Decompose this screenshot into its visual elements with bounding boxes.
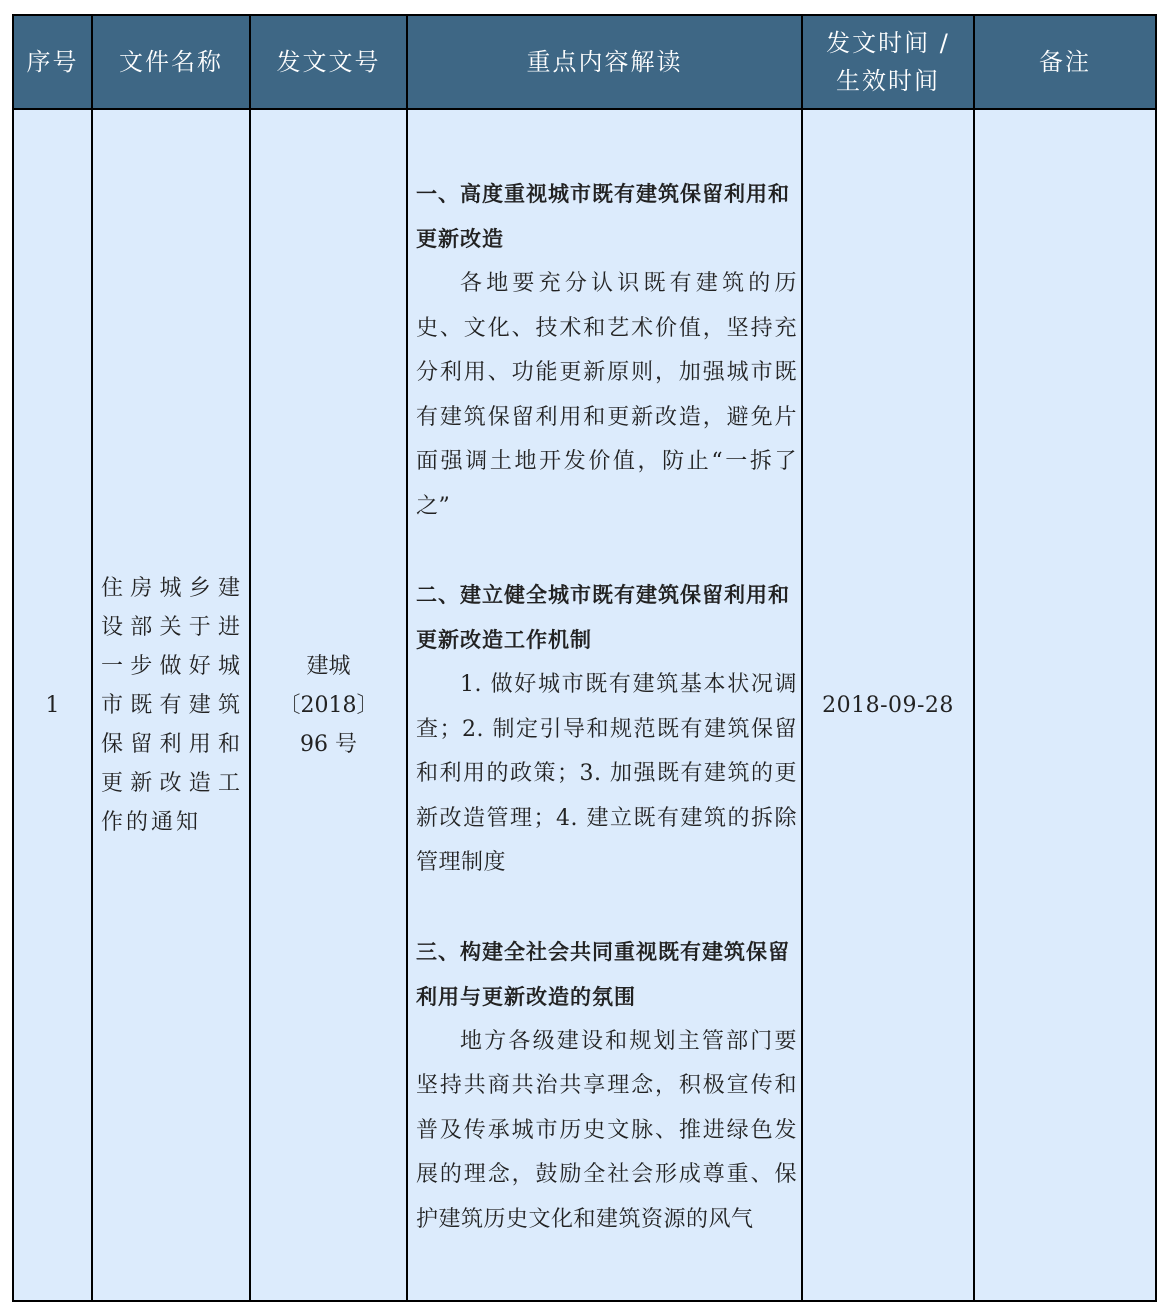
header-remark: 备注	[974, 15, 1156, 109]
section-2-body: 1. 做好城市既有建筑基本状况调查；2. 制定引导和规范既有建筑保留和利用的政策；3. 加强既有建筑的更新改造管理；4. 建立既有建筑的拆除管理制度	[416, 672, 797, 875]
remark-cell	[974, 109, 1156, 1301]
header-document-name: 文件名称	[92, 15, 250, 109]
document-number-line3: 96 号	[300, 731, 357, 757]
header-key-content: 重点内容解读	[407, 15, 802, 109]
section-1-body: 各地要充分认识既有建筑的历史、文化、技术和艺术价值，坚持充分利用、功能更新原则，加强城市既有建筑保留利用和更新改造，避免片面强调土地开发价值，防止“一拆了之”	[416, 271, 797, 519]
content-section-3	[416, 930, 797, 1243]
document-name-cell: 住房城乡建设部关于进一步做好城市既有建筑保留利用和更新改造工作的通知	[92, 109, 250, 1301]
header-index: 序号	[13, 15, 92, 109]
document-number-line1: 建城	[306, 653, 351, 679]
header-issue-effective-date	[802, 15, 974, 109]
section-3-heading: 三、构建全社会共同重视既有建筑保留利用与更新改造的氛围	[416, 939, 790, 1009]
document-number-line2: 〔2018〕	[278, 692, 379, 718]
document-number-cell	[250, 109, 407, 1301]
content-section-2	[416, 573, 797, 886]
header-date-line1: 发文时间 /	[826, 29, 950, 57]
key-content-cell	[407, 109, 802, 1301]
section-1-heading: 一、高度重视城市既有建筑保留利用和更新改造	[416, 182, 790, 251]
header-document-number: 发文文号	[250, 15, 407, 109]
header-row	[13, 15, 1156, 109]
issue-date-cell: 2018-09-28	[802, 109, 974, 1301]
header-date-line2: 生效时间	[836, 67, 940, 95]
section-2-heading: 二、建立健全城市既有建筑保留利用和更新改造工作机制	[416, 583, 790, 652]
row-index-cell: 1	[13, 109, 92, 1301]
section-3-body: 地方各级建设和规划主管部门要坚持共商共治共享理念，积极宣传和普及传承城市历史文脉、推进绿色发展的理念，鼓励全社会形成尊重、保护建筑历史文化和建筑资源的风气	[416, 1028, 797, 1232]
content-section-1	[416, 172, 797, 529]
policy-document-table	[12, 14, 1157, 1302]
table-row	[13, 109, 1156, 1301]
